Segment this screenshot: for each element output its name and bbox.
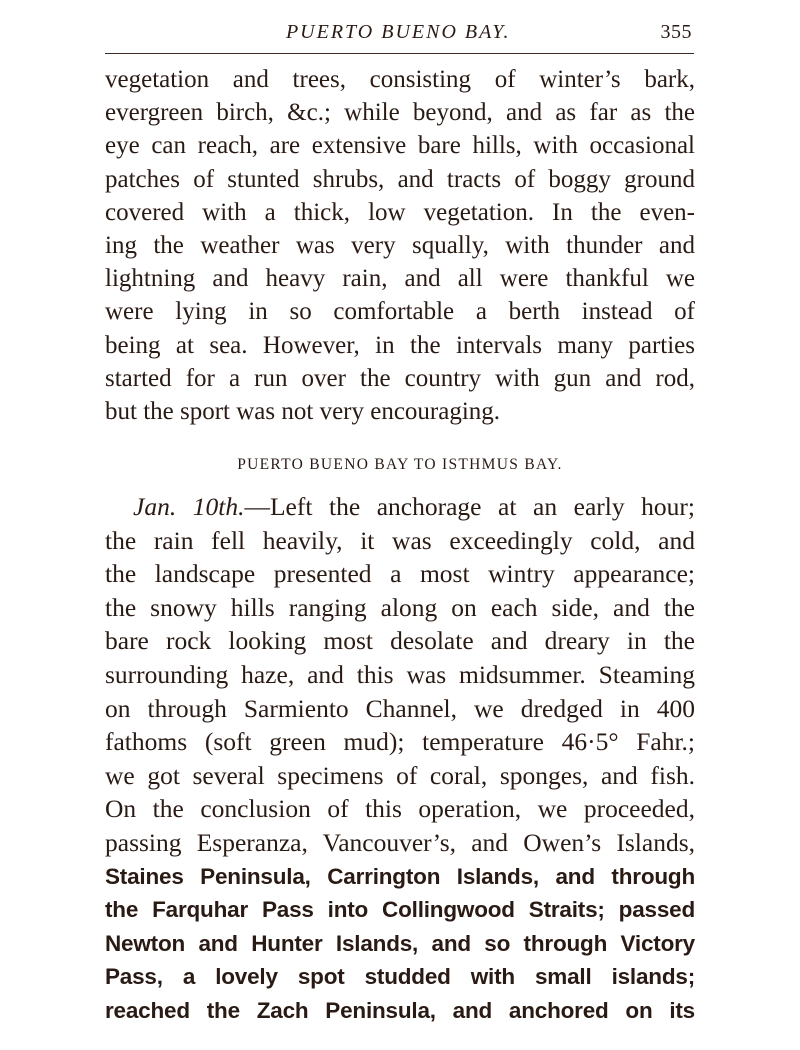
text-line-first <box>105 490 695 524</box>
text-line: the snowy hills ranging along on each side, and the <box>105 592 695 622</box>
text-line: bare rock looking most desolate and dreary in the <box>105 626 695 656</box>
text-line: Newton and Hunter Islands, and so through Victory <box>105 930 695 956</box>
paragraph-1 <box>105 63 695 428</box>
text-line: started for a run over the country with gun and rod, <box>105 364 695 392</box>
text-line: on through Sarmiento Channel, we dredged in 400 <box>105 693 695 723</box>
header-rule <box>105 53 694 54</box>
text-line: the landscape presented a most wintry appearance; <box>105 559 695 589</box>
text-line: being at sea. However, in the intervals many parties <box>105 331 695 359</box>
page-number: 355 <box>660 20 692 43</box>
text-line: passing Esperanza, Vancouver’s, and Owen’s Islands, <box>105 827 695 857</box>
text-line: reached the Zach Peninsula, and anchored on its <box>105 997 695 1023</box>
text-line: evergreen birch, &c.; while beyond, and as far as the <box>105 99 695 127</box>
first-line-text: —Left the anchorage at an early hour; <box>244 492 695 521</box>
section-heading: PUERTO BUENO BAY TO ISTHMUS BAY. <box>237 456 563 473</box>
text-line: the Farquhar Pass into Collingwood Straits; passed <box>105 897 695 923</box>
paragraph-2 <box>105 490 695 1028</box>
text-line: we got several specimens of coral, sponges, and fish. <box>105 760 695 790</box>
text-line: ing the weather was very squally, with thunder and <box>105 231 695 259</box>
text-line: Staines Peninsula, Carrington Islands, and through <box>105 863 695 889</box>
text-line: surrounding haze, and this was midsummer. Steaming <box>105 659 695 689</box>
text-line: patches of stunted shrubs, and tracts of boggy ground <box>105 165 695 193</box>
text-line: vegetation and trees, consisting of winter’s bark, <box>105 66 695 93</box>
text-line: lightning and heavy rain, and all were thankful we <box>105 265 695 293</box>
text-line: Pass, a lovely spot studded with small islands; <box>105 964 695 990</box>
text-line: but the sport was not very encouraging. <box>105 397 501 425</box>
date-label: Jan. 10th. <box>133 492 245 521</box>
text-line: were lying in so comfortable a berth instead of <box>105 298 695 326</box>
running-head <box>106 14 692 50</box>
text-line: the rain fell heavily, it was exceedingly cold, and <box>105 525 695 555</box>
text-line: eye can reach, are extensive bare hills, with occasional <box>105 132 695 160</box>
text-line: On the conclusion of this operation, we proceeded, <box>105 794 695 824</box>
text-line: fathoms (soft green mud); temperature 46·5° Fahr.; <box>105 727 695 757</box>
running-title: PUERTO BUENO BAY. <box>285 20 511 43</box>
text-line: covered with a thick, low vegetation. In the even- <box>105 198 695 226</box>
